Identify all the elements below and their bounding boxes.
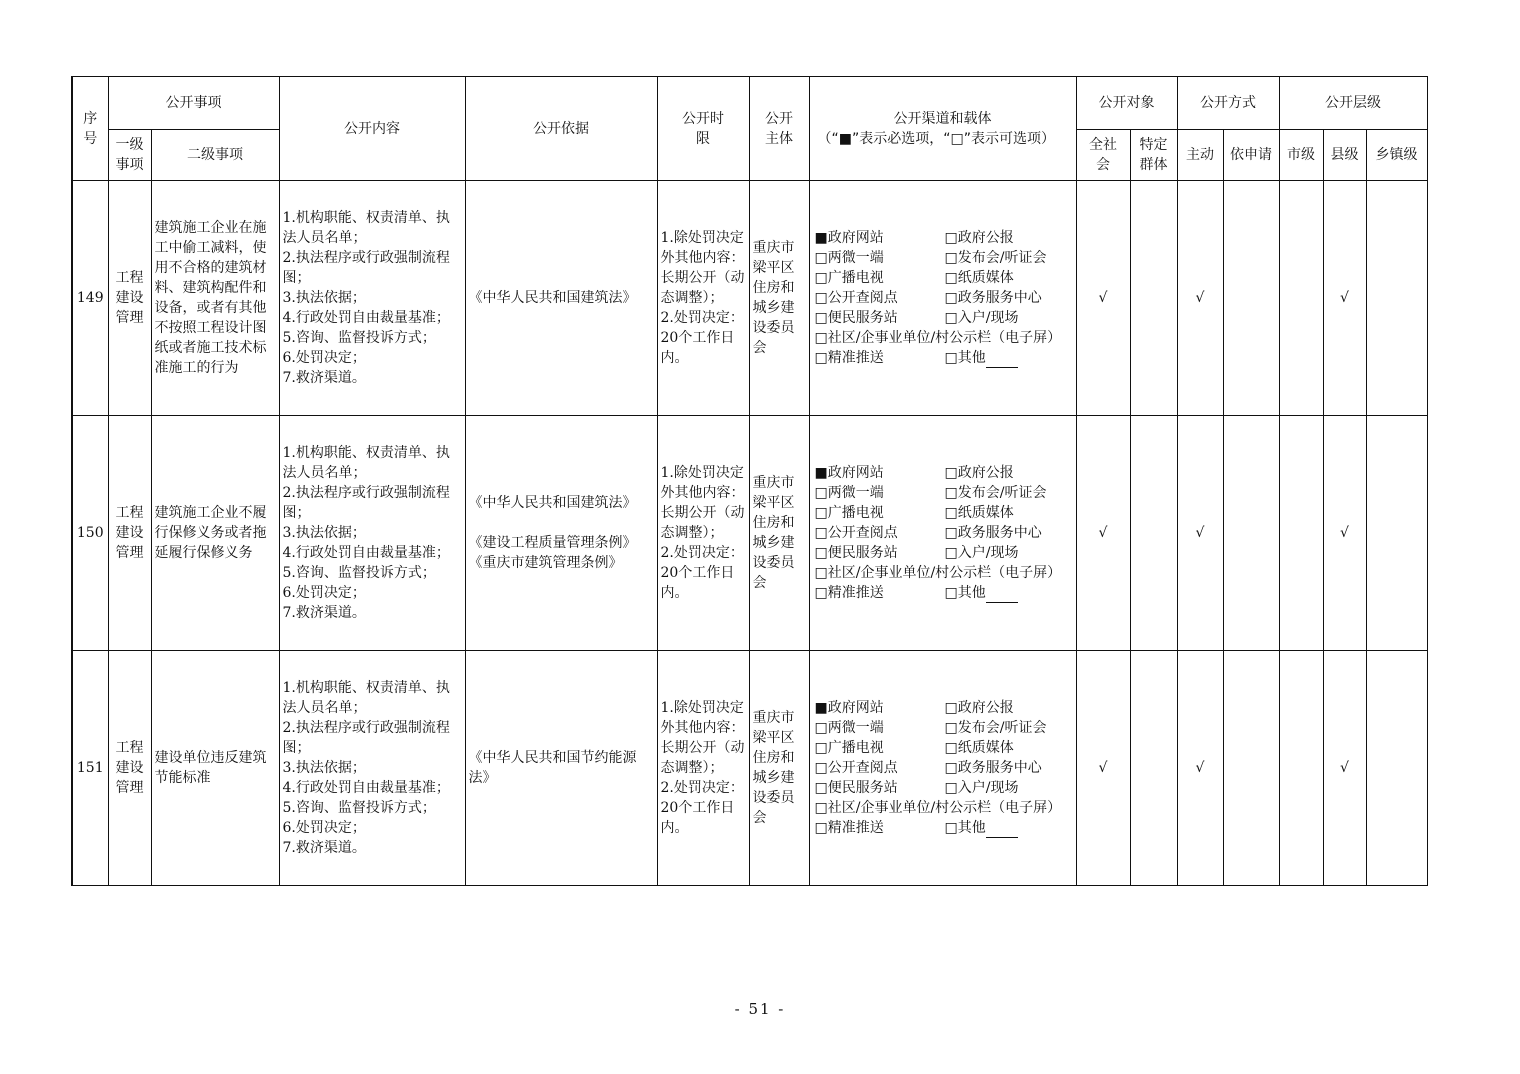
row-level-city — [1279, 416, 1323, 651]
row-method-active: √ — [1177, 651, 1223, 886]
row-content: 1.机构职能、权责清单、执法人员名单； 2.执法程序或行政强制流程图； 3.执法依据； 4.行政处罚自由裁量基准； 5.咨询、监督投诉方式； 6.处罚决定； 7.救济渠道。 — [279, 181, 465, 416]
channel-gov-website: ■政府网站 — [814, 465, 884, 481]
header-content: 公开内容 — [279, 77, 465, 181]
row-level-town — [1366, 416, 1427, 651]
channel-door-to-door: □入户/现场 — [944, 310, 1019, 326]
header-level-county: 县级 — [1323, 130, 1366, 181]
header-channels-title: 公开渠道和载体 — [893, 110, 992, 127]
row-level2: 建设单位违反建筑节能标准 — [151, 651, 279, 886]
row-target-all: √ — [1076, 181, 1130, 416]
header-target: 公开对象 — [1076, 77, 1177, 130]
blank-line — [986, 588, 1018, 603]
row-subject: 重庆市梁平区住房和城乡建设委员会 — [749, 416, 809, 651]
row-channels — [809, 651, 1076, 886]
channel-press-hearing: □发布会/听证会 — [944, 485, 1047, 501]
channel-gov-website: ■政府网站 — [814, 700, 884, 716]
row-time-limit: 1.除处罚决定外其他内容：长期公开（动态调整）； 2.处罚决定：20个工作日内。 — [657, 181, 749, 416]
row-method-active: √ — [1177, 181, 1223, 416]
header-time-limit: 公开时限 — [657, 77, 749, 181]
row-subject: 重庆市梁平区住房和城乡建设委员会 — [749, 181, 809, 416]
row-basis: 《中华人民共和国建筑法》 — [465, 181, 657, 416]
header-channels-note: （“■”表示必选项，“□”表示可选项） — [817, 130, 1055, 147]
row-level-county: √ — [1323, 651, 1366, 886]
channel-other: □其他 — [945, 583, 1075, 603]
channel-gov-website: ■政府网站 — [814, 230, 884, 246]
row-target-all: √ — [1076, 416, 1130, 651]
channel-other: □其他 — [945, 348, 1075, 368]
header-method-active: 主动 — [1177, 130, 1223, 181]
channel-wechat-weibo-app: □两微一端 — [814, 485, 884, 501]
channel-reading-point: □公开查阅点 — [814, 290, 898, 306]
header-method: 公开方式 — [1177, 77, 1279, 130]
channel-service-center: □政务服务中心 — [944, 760, 1042, 776]
header-basis: 公开依据 — [465, 77, 657, 181]
row-seq: 151 — [72, 651, 108, 886]
channel-wechat-weibo-app: □两微一端 — [814, 250, 884, 266]
channel-service-station: □便民服务站 — [814, 545, 898, 561]
row-basis: 《中华人民共和国节约能源法》 — [465, 651, 657, 886]
row-level1: 工程建设管理 — [108, 416, 151, 651]
channel-press-hearing: □发布会/听证会 — [944, 720, 1047, 736]
channel-reading-point: □公开查阅点 — [814, 760, 898, 776]
channel-reading-point: □公开查阅点 — [814, 525, 898, 541]
header-channels — [809, 77, 1076, 181]
channel-print-media: □纸质媒体 — [944, 740, 1014, 756]
channel-radio-tv: □广播电视 — [814, 505, 884, 521]
table-row — [72, 181, 1427, 416]
row-seq: 149 — [72, 181, 108, 416]
header-level: 公开层级 — [1279, 77, 1427, 130]
row-basis: 《中华人民共和国建筑法》 《建设工程质量管理条例》《重庆市建筑管理条例》 — [465, 416, 657, 651]
blank-line — [986, 823, 1018, 838]
header-items: 公开事项 — [108, 77, 279, 130]
channel-bulletin-board: □社区/企事业单位/村公示栏（电子屏） — [814, 800, 1062, 816]
row-time-limit: 1.除处罚决定外其他内容：长期公开（动态调整）； 2.处罚决定：20个工作日内。 — [657, 416, 749, 651]
row-channels — [809, 416, 1076, 651]
row-level-city — [1279, 181, 1323, 416]
channel-wechat-weibo-app: □两微一端 — [814, 720, 884, 736]
header-level-town: 乡镇级 — [1366, 130, 1427, 181]
row-target-specific — [1130, 181, 1177, 416]
channel-radio-tv: □广播电视 — [814, 270, 884, 286]
row-subject: 重庆市梁平区住房和城乡建设委员会 — [749, 651, 809, 886]
channel-service-station: □便民服务站 — [814, 310, 898, 326]
blank-line — [986, 353, 1018, 368]
row-target-specific — [1130, 416, 1177, 651]
row-level-county: √ — [1323, 181, 1366, 416]
row-content: 1.机构职能、权责清单、执法人员名单； 2.执法程序或行政强制流程图； 3.执法依据； 4.行政处罚自由裁量基准； 5.咨询、监督投诉方式； 6.处罚决定； 7.救济渠道。 — [279, 651, 465, 886]
row-level-town — [1366, 651, 1427, 886]
table-row — [72, 651, 1427, 886]
channel-press-hearing: □发布会/听证会 — [944, 250, 1047, 266]
channel-service-station: □便民服务站 — [814, 780, 898, 796]
channel-door-to-door: □入户/现场 — [944, 780, 1019, 796]
channel-bulletin-board: □社区/企事业单位/村公示栏（电子屏） — [814, 330, 1062, 346]
header-target-specific: 特定群体 — [1130, 130, 1177, 181]
channel-gov-gazette: □政府公报 — [944, 465, 1014, 481]
header-method-request: 依申请 — [1223, 130, 1279, 181]
header-level1: 一级事项 — [108, 130, 151, 181]
channel-targeted-push: □精准推送 — [814, 350, 884, 366]
header-level2: 二级事项 — [151, 130, 279, 181]
row-seq: 150 — [72, 416, 108, 651]
header-level-city: 市级 — [1279, 130, 1323, 181]
channel-bulletin-board: □社区/企事业单位/村公示栏（电子屏） — [814, 565, 1062, 581]
header-seq: 序号 — [72, 77, 108, 181]
row-method-request — [1223, 651, 1279, 886]
channel-gov-gazette: □政府公报 — [944, 700, 1014, 716]
channel-door-to-door: □入户/现场 — [944, 545, 1019, 561]
table-row — [72, 416, 1427, 651]
channel-gov-gazette: □政府公报 — [944, 230, 1014, 246]
disclosure-table — [71, 76, 1428, 886]
row-target-specific — [1130, 651, 1177, 886]
row-content: 1.机构职能、权责清单、执法人员名单； 2.执法程序或行政强制流程图； 3.执法依据； 4.行政处罚自由裁量基准； 5.咨询、监督投诉方式； 6.处罚决定； 7.救济渠道。 — [279, 416, 465, 651]
channel-targeted-push: □精准推送 — [814, 585, 884, 601]
row-time-limit: 1.除处罚决定外其他内容：长期公开（动态调整）； 2.处罚决定：20个工作日内。 — [657, 651, 749, 886]
row-method-request — [1223, 181, 1279, 416]
channel-print-media: □纸质媒体 — [944, 505, 1014, 521]
channel-print-media: □纸质媒体 — [944, 270, 1014, 286]
page-number: - 51 - — [734, 1000, 786, 1018]
row-level2: 建筑施工企业在施工中偷工减料，使用不合格的建筑材料、建筑构配件和设备，或者有其他不按照工程设计图纸或者施工技术标准施工的行为 — [151, 181, 279, 416]
channel-service-center: □政务服务中心 — [944, 525, 1042, 541]
header-target-all: 全社会 — [1076, 130, 1130, 181]
channel-targeted-push: □精准推送 — [814, 820, 884, 836]
row-level-county: √ — [1323, 416, 1366, 651]
row-level-town — [1366, 181, 1427, 416]
header-subject: 公开主体 — [749, 77, 809, 181]
channel-service-center: □政务服务中心 — [944, 290, 1042, 306]
row-level2: 建筑施工企业不履行保修义务或者拖延履行保修义务 — [151, 416, 279, 651]
row-level1: 工程建设管理 — [108, 181, 151, 416]
channel-other: □其他 — [945, 818, 1075, 838]
row-channels — [809, 181, 1076, 416]
row-target-all: √ — [1076, 651, 1130, 886]
channel-radio-tv: □广播电视 — [814, 740, 884, 756]
row-level-city — [1279, 651, 1323, 886]
row-method-active: √ — [1177, 416, 1223, 651]
row-method-request — [1223, 416, 1279, 651]
row-level1: 工程建设管理 — [108, 651, 151, 886]
